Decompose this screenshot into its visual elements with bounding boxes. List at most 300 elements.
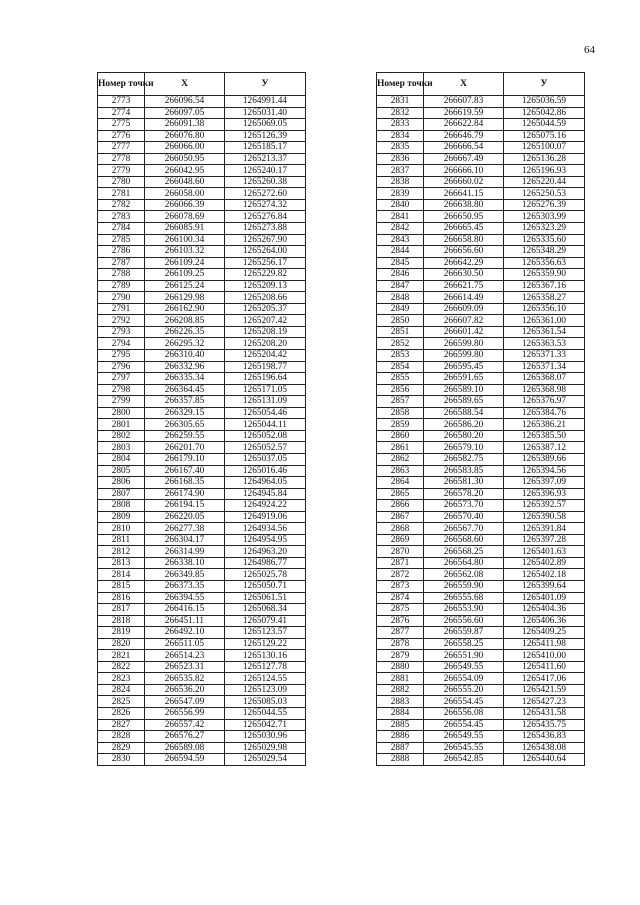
- x-coordinate-cell: 266066.39: [145, 199, 225, 211]
- table-row: [98, 731, 306, 743]
- x-coordinate-cell: 266373.35: [145, 580, 225, 592]
- x-coordinate-cell: 266129.98: [145, 292, 225, 304]
- y-coordinate-cell: 1265260.38: [225, 176, 306, 188]
- x-coordinate-cell: 266589.10: [424, 384, 504, 396]
- table-row: [377, 534, 585, 546]
- table-row: [98, 430, 306, 442]
- table-row: [98, 234, 306, 246]
- table-row: [377, 234, 585, 246]
- point-number-cell: 2821: [98, 650, 145, 662]
- y-coordinate-cell: 1265208.66: [225, 292, 306, 304]
- table-row: [377, 488, 585, 500]
- y-coordinate-cell: 1265358.27: [504, 292, 585, 304]
- y-coordinate-cell: 1265044.11: [225, 419, 306, 431]
- table-row: [98, 442, 306, 454]
- table-row: [377, 754, 585, 766]
- y-coordinate-cell: 1265042.71: [225, 719, 306, 731]
- y-coordinate-cell: 1265386.21: [504, 419, 585, 431]
- x-coordinate-cell: 266589.65: [424, 396, 504, 408]
- y-coordinate-cell: 1265267.90: [225, 234, 306, 246]
- point-number-cell: 2842: [377, 223, 424, 235]
- point-number-cell: 2783: [98, 211, 145, 223]
- point-number-cell: 2827: [98, 719, 145, 731]
- x-coordinate-cell: 266588.54: [424, 407, 504, 419]
- x-coordinate-cell: 266558.25: [424, 638, 504, 650]
- x-coordinate-cell: 266103.32: [145, 246, 225, 258]
- x-coordinate-cell: 266570.40: [424, 511, 504, 523]
- table-row: [377, 627, 585, 639]
- table-row: [98, 142, 306, 154]
- y-coordinate-cell: 1265075.16: [504, 130, 585, 142]
- point-number-cell: 2807: [98, 488, 145, 500]
- x-coordinate-cell: 266514.23: [145, 650, 225, 662]
- point-number-cell: 2840: [377, 199, 424, 211]
- x-coordinate-cell: 266329.15: [145, 407, 225, 419]
- x-coordinate-cell: 266208.85: [145, 315, 225, 327]
- point-number-cell: 2869: [377, 534, 424, 546]
- table-row: [377, 407, 585, 419]
- table-row: [377, 430, 585, 442]
- table-row: [98, 546, 306, 558]
- header-point-number: Номер точки: [98, 73, 145, 96]
- point-number-cell: 2812: [98, 546, 145, 558]
- y-coordinate-cell: 1265384.76: [504, 407, 585, 419]
- table-row: [377, 119, 585, 131]
- x-coordinate-cell: 266091.38: [145, 119, 225, 131]
- x-coordinate-cell: 266622.84: [424, 119, 504, 131]
- y-coordinate-cell: 1264934.56: [225, 523, 306, 535]
- y-coordinate-cell: 1265371.34: [504, 361, 585, 373]
- table-row: [98, 627, 306, 639]
- y-coordinate-cell: 1265256.17: [225, 257, 306, 269]
- y-coordinate-cell: 1265368.07: [504, 373, 585, 385]
- y-coordinate-cell: 1265229.82: [225, 269, 306, 281]
- point-number-cell: 2773: [98, 96, 145, 108]
- y-coordinate-cell: 1265376.97: [504, 396, 585, 408]
- x-coordinate-cell: 266226.35: [145, 326, 225, 338]
- x-coordinate-cell: 266416.15: [145, 604, 225, 616]
- point-number-cell: 2835: [377, 142, 424, 154]
- table-row: [98, 350, 306, 362]
- y-coordinate-cell: 1265185.17: [225, 142, 306, 154]
- y-coordinate-cell: 1265431.58: [504, 707, 585, 719]
- table-row: [377, 523, 585, 535]
- point-number-cell: 2850: [377, 315, 424, 327]
- y-coordinate-cell: 1265052.08: [225, 430, 306, 442]
- table-row: [98, 396, 306, 408]
- x-coordinate-cell: 266364.45: [145, 384, 225, 396]
- point-number-cell: 2856: [377, 384, 424, 396]
- point-number-cell: 2832: [377, 107, 424, 119]
- table-row: [377, 592, 585, 604]
- x-coordinate-cell: 266609.09: [424, 303, 504, 315]
- point-number-cell: 2797: [98, 373, 145, 385]
- y-coordinate-cell: 1265068.34: [225, 604, 306, 616]
- x-coordinate-cell: 266642.29: [424, 257, 504, 269]
- y-coordinate-cell: 1265361.54: [504, 326, 585, 338]
- point-number-cell: 2793: [98, 326, 145, 338]
- table-row: [98, 199, 306, 211]
- point-number-cell: 2817: [98, 604, 145, 616]
- point-number-cell: 2871: [377, 557, 424, 569]
- point-number-cell: 2844: [377, 246, 424, 258]
- y-coordinate-cell: 1265361.00: [504, 315, 585, 327]
- point-number-cell: 2882: [377, 684, 424, 696]
- x-coordinate-cell: 266564.80: [424, 557, 504, 569]
- table-row: [377, 580, 585, 592]
- y-coordinate-cell: 1265385.50: [504, 430, 585, 442]
- x-coordinate-cell: 266660.02: [424, 176, 504, 188]
- y-coordinate-cell: 1265273.88: [225, 223, 306, 235]
- y-coordinate-cell: 1265397.09: [504, 477, 585, 489]
- table-row: [377, 199, 585, 211]
- point-number-cell: 2776: [98, 130, 145, 142]
- x-coordinate-cell: 266556.08: [424, 707, 504, 719]
- point-number-cell: 2778: [98, 153, 145, 165]
- y-coordinate-cell: 1265207.42: [225, 315, 306, 327]
- point-number-cell: 2837: [377, 165, 424, 177]
- point-number-cell: 2806: [98, 477, 145, 489]
- x-coordinate-cell: 266549.55: [424, 661, 504, 673]
- x-coordinate-cell: 266551.90: [424, 650, 504, 662]
- point-number-cell: 2857: [377, 396, 424, 408]
- table-row: [377, 707, 585, 719]
- point-number-cell: 2863: [377, 465, 424, 477]
- x-coordinate-cell: 266583.85: [424, 465, 504, 477]
- coordinates-table-left: [97, 72, 306, 766]
- point-number-cell: 2853: [377, 350, 424, 362]
- x-coordinate-cell: 266100.34: [145, 234, 225, 246]
- x-coordinate-cell: 266335.34: [145, 373, 225, 385]
- table-row: [98, 592, 306, 604]
- y-coordinate-cell: 1265029.98: [225, 742, 306, 754]
- table-row: [377, 719, 585, 731]
- point-number-cell: 2854: [377, 361, 424, 373]
- point-number-cell: 2846: [377, 269, 424, 281]
- x-coordinate-cell: 266536.20: [145, 684, 225, 696]
- point-number-cell: 2805: [98, 465, 145, 477]
- x-coordinate-cell: 266050.95: [145, 153, 225, 165]
- point-number-cell: 2884: [377, 707, 424, 719]
- table-row: [377, 303, 585, 315]
- x-coordinate-cell: 266589.08: [145, 742, 225, 754]
- x-coordinate-cell: 266394.55: [145, 592, 225, 604]
- header-x: X: [145, 73, 225, 96]
- y-coordinate-cell: 1265436.83: [504, 731, 585, 743]
- x-coordinate-cell: 266586.20: [424, 419, 504, 431]
- point-number-cell: 2782: [98, 199, 145, 211]
- table-row: [98, 719, 306, 731]
- y-coordinate-cell: 1265052.57: [225, 442, 306, 454]
- y-coordinate-cell: 1265411.60: [504, 661, 585, 673]
- point-number-cell: 2813: [98, 557, 145, 569]
- y-coordinate-cell: 1265085.03: [225, 696, 306, 708]
- point-number-cell: 2831: [377, 96, 424, 108]
- x-coordinate-cell: 266595.45: [424, 361, 504, 373]
- point-number-cell: 2836: [377, 153, 424, 165]
- point-number-cell: 2814: [98, 569, 145, 581]
- x-coordinate-cell: 266357.85: [145, 396, 225, 408]
- table-row: [377, 188, 585, 200]
- x-coordinate-cell: 266554.45: [424, 696, 504, 708]
- x-coordinate-cell: 266167.40: [145, 465, 225, 477]
- table-row: [98, 303, 306, 315]
- y-coordinate-cell: 1265029.54: [225, 754, 306, 766]
- point-number-cell: 2802: [98, 430, 145, 442]
- table-row: [98, 673, 306, 685]
- point-number-cell: 2861: [377, 442, 424, 454]
- x-coordinate-cell: 266096.54: [145, 96, 225, 108]
- y-coordinate-cell: 1265276.39: [504, 199, 585, 211]
- point-number-cell: 2864: [377, 477, 424, 489]
- point-number-cell: 2792: [98, 315, 145, 327]
- y-coordinate-cell: 1265124.55: [225, 673, 306, 685]
- point-number-cell: 2804: [98, 453, 145, 465]
- y-coordinate-cell: 1265126.39: [225, 130, 306, 142]
- table-row: [98, 361, 306, 373]
- point-number-cell: 2868: [377, 523, 424, 535]
- point-number-cell: 2883: [377, 696, 424, 708]
- table-row: [98, 534, 306, 546]
- x-coordinate-cell: 266591.65: [424, 373, 504, 385]
- table-row: [98, 338, 306, 350]
- header-point-number: Номер точки: [377, 73, 424, 96]
- point-number-cell: 2819: [98, 627, 145, 639]
- table-row: [98, 407, 306, 419]
- x-coordinate-cell: 266511.05: [145, 638, 225, 650]
- y-coordinate-cell: 1265356.63: [504, 257, 585, 269]
- x-coordinate-cell: 266554.09: [424, 673, 504, 685]
- x-coordinate-cell: 266556.99: [145, 707, 225, 719]
- y-coordinate-cell: 1265409.25: [504, 627, 585, 639]
- table-row: [377, 96, 585, 108]
- table-row: [98, 373, 306, 385]
- header-x: X: [424, 73, 504, 96]
- y-coordinate-cell: 1265044.59: [504, 119, 585, 131]
- y-coordinate-cell: 1265171.05: [225, 384, 306, 396]
- point-number-cell: 2790: [98, 292, 145, 304]
- x-coordinate-cell: 266556.60: [424, 615, 504, 627]
- y-coordinate-cell: 1265417.06: [504, 673, 585, 685]
- point-number-cell: 2799: [98, 396, 145, 408]
- y-coordinate-cell: 1265050.71: [225, 580, 306, 592]
- table-row: [98, 153, 306, 165]
- table-row: [377, 465, 585, 477]
- table-row: [377, 269, 585, 281]
- y-coordinate-cell: 1265264.00: [225, 246, 306, 258]
- table-row: [98, 580, 306, 592]
- point-number-cell: 2818: [98, 615, 145, 627]
- y-coordinate-cell: 1265356.10: [504, 303, 585, 315]
- y-coordinate-cell: 1265438.08: [504, 742, 585, 754]
- x-coordinate-cell: 266542.85: [424, 754, 504, 766]
- point-number-cell: 2851: [377, 326, 424, 338]
- table-row: [98, 223, 306, 235]
- page-number: 64: [584, 44, 595, 56]
- y-coordinate-cell: 1265371.33: [504, 350, 585, 362]
- point-number-cell: 2847: [377, 280, 424, 292]
- y-coordinate-cell: 1265198.77: [225, 361, 306, 373]
- point-number-cell: 2885: [377, 719, 424, 731]
- table-row: [98, 696, 306, 708]
- x-coordinate-cell: 266630.50: [424, 269, 504, 281]
- point-number-cell: 2878: [377, 638, 424, 650]
- y-coordinate-cell: 1265410.00: [504, 650, 585, 662]
- table-row: [98, 246, 306, 258]
- point-number-cell: 2794: [98, 338, 145, 350]
- x-coordinate-cell: 266554.45: [424, 719, 504, 731]
- y-coordinate-cell: 1265209.13: [225, 280, 306, 292]
- x-coordinate-cell: 266599.80: [424, 350, 504, 362]
- point-number-cell: 2834: [377, 130, 424, 142]
- point-number-cell: 2809: [98, 511, 145, 523]
- y-coordinate-cell: 1265196.93: [504, 165, 585, 177]
- y-coordinate-cell: 1265123.09: [225, 684, 306, 696]
- table-row: [98, 130, 306, 142]
- table-row: [377, 292, 585, 304]
- table-row: [377, 569, 585, 581]
- table-row: [98, 557, 306, 569]
- y-coordinate-cell: 1264924.22: [225, 500, 306, 512]
- y-coordinate-cell: 1265402.18: [504, 569, 585, 581]
- x-coordinate-cell: 266646.79: [424, 130, 504, 142]
- point-number-cell: 2775: [98, 119, 145, 131]
- table-row: [377, 419, 585, 431]
- x-coordinate-cell: 266555.68: [424, 592, 504, 604]
- x-coordinate-cell: 266066.00: [145, 142, 225, 154]
- y-coordinate-cell: 1265205.37: [225, 303, 306, 315]
- point-number-cell: 2845: [377, 257, 424, 269]
- point-number-cell: 2828: [98, 731, 145, 743]
- point-number-cell: 2803: [98, 442, 145, 454]
- y-coordinate-cell: 1265042.86: [504, 107, 585, 119]
- y-coordinate-cell: 1265025.78: [225, 569, 306, 581]
- y-coordinate-cell: 1265204.42: [225, 350, 306, 362]
- table-row: [377, 315, 585, 327]
- x-coordinate-cell: 266576.27: [145, 731, 225, 743]
- table-row: [377, 650, 585, 662]
- y-coordinate-cell: 1265359.90: [504, 269, 585, 281]
- y-coordinate-cell: 1265213.37: [225, 153, 306, 165]
- x-coordinate-cell: 266310.40: [145, 350, 225, 362]
- y-coordinate-cell: 1265387.12: [504, 442, 585, 454]
- table-row: [377, 350, 585, 362]
- point-number-cell: 2855: [377, 373, 424, 385]
- x-coordinate-cell: 266338.10: [145, 557, 225, 569]
- table-row: [98, 384, 306, 396]
- point-number-cell: 2774: [98, 107, 145, 119]
- x-coordinate-cell: 266295.32: [145, 338, 225, 350]
- x-coordinate-cell: 266568.60: [424, 534, 504, 546]
- x-coordinate-cell: 266650.95: [424, 211, 504, 223]
- table-row: [98, 477, 306, 489]
- x-coordinate-cell: 266656.60: [424, 246, 504, 258]
- y-coordinate-cell: 1265435.75: [504, 719, 585, 731]
- x-coordinate-cell: 266097.05: [145, 107, 225, 119]
- y-coordinate-cell: 1265016.46: [225, 465, 306, 477]
- x-coordinate-cell: 266573.70: [424, 500, 504, 512]
- point-number-cell: 2779: [98, 165, 145, 177]
- x-coordinate-cell: 266579.10: [424, 442, 504, 454]
- x-coordinate-cell: 266557.42: [145, 719, 225, 731]
- table-row: [98, 661, 306, 673]
- point-number-cell: 2887: [377, 742, 424, 754]
- y-coordinate-cell: 1264986.77: [225, 557, 306, 569]
- y-coordinate-cell: 1265196.64: [225, 373, 306, 385]
- y-coordinate-cell: 1265123.57: [225, 627, 306, 639]
- point-number-cell: 2873: [377, 580, 424, 592]
- y-coordinate-cell: 1264964.05: [225, 477, 306, 489]
- point-number-cell: 2781: [98, 188, 145, 200]
- y-coordinate-cell: 1265335.60: [504, 234, 585, 246]
- x-coordinate-cell: 266174.90: [145, 488, 225, 500]
- y-coordinate-cell: 1265208.20: [225, 338, 306, 350]
- y-coordinate-cell: 1265136.28: [504, 153, 585, 165]
- table-row: [98, 107, 306, 119]
- x-coordinate-cell: 266305.65: [145, 419, 225, 431]
- point-number-cell: 2876: [377, 615, 424, 627]
- x-coordinate-cell: 266607.82: [424, 315, 504, 327]
- y-coordinate-cell: 1265399.64: [504, 580, 585, 592]
- y-coordinate-cell: 1265129.22: [225, 638, 306, 650]
- table-row: [98, 119, 306, 131]
- y-coordinate-cell: 1265127.78: [225, 661, 306, 673]
- y-coordinate-cell: 1265220.44: [504, 176, 585, 188]
- point-number-cell: 2780: [98, 176, 145, 188]
- table-row: [377, 453, 585, 465]
- x-coordinate-cell: 266523.31: [145, 661, 225, 673]
- table-row: [377, 257, 585, 269]
- table-row: [98, 523, 306, 535]
- table-row: [98, 257, 306, 269]
- y-coordinate-cell: 1265100.07: [504, 142, 585, 154]
- y-coordinate-cell: 1265131.09: [225, 396, 306, 408]
- table-row: [377, 661, 585, 673]
- table-body-left: [98, 96, 306, 766]
- point-number-cell: 2829: [98, 742, 145, 754]
- coordinates-table-right: [376, 72, 585, 766]
- x-coordinate-cell: 266194.15: [145, 500, 225, 512]
- x-coordinate-cell: 266638.80: [424, 199, 504, 211]
- y-coordinate-cell: 1265272.60: [225, 188, 306, 200]
- table-row: [377, 673, 585, 685]
- x-coordinate-cell: 266048.60: [145, 176, 225, 188]
- table-row: [98, 326, 306, 338]
- x-coordinate-cell: 266621.75: [424, 280, 504, 292]
- y-coordinate-cell: 1264991.44: [225, 96, 306, 108]
- y-coordinate-cell: 1265440.64: [504, 754, 585, 766]
- y-coordinate-cell: 1265392.57: [504, 500, 585, 512]
- point-number-cell: 2826: [98, 707, 145, 719]
- point-number-cell: 2798: [98, 384, 145, 396]
- x-coordinate-cell: 266220.05: [145, 511, 225, 523]
- y-coordinate-cell: 1265031.40: [225, 107, 306, 119]
- y-coordinate-cell: 1265079.41: [225, 615, 306, 627]
- table-row: [98, 754, 306, 766]
- y-coordinate-cell: 1265394.56: [504, 465, 585, 477]
- point-number-cell: 2785: [98, 234, 145, 246]
- point-number-cell: 2795: [98, 350, 145, 362]
- point-number-cell: 2881: [377, 673, 424, 685]
- point-number-cell: 2848: [377, 292, 424, 304]
- y-coordinate-cell: 1265363.53: [504, 338, 585, 350]
- table-row: [377, 384, 585, 396]
- table-row: [377, 211, 585, 223]
- point-number-cell: 2815: [98, 580, 145, 592]
- x-coordinate-cell: 266545.55: [424, 742, 504, 754]
- x-coordinate-cell: 266125.24: [145, 280, 225, 292]
- table-row: [377, 338, 585, 350]
